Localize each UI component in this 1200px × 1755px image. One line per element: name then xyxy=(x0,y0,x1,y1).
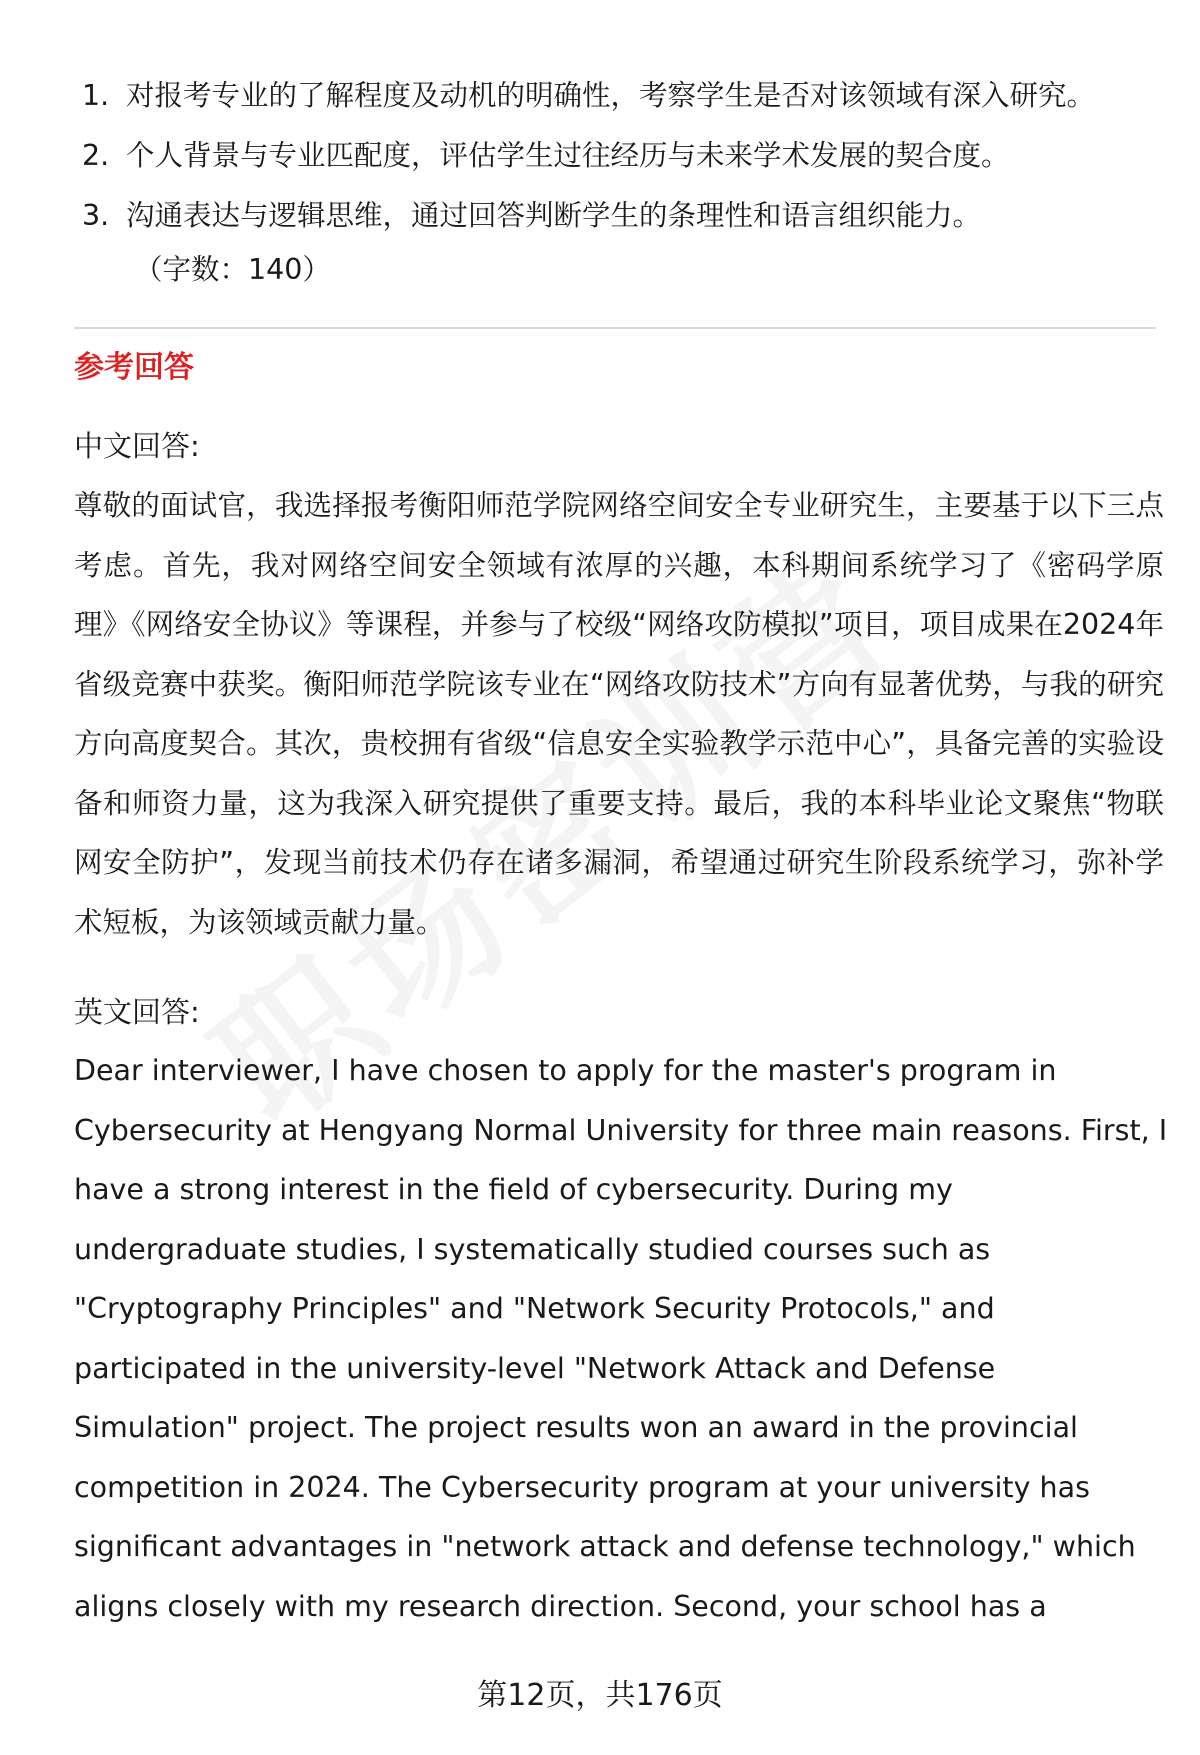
criteria-text: 个人背景与专业匹配度，评估学生过往经历与未来学术发展的契合度。 xyxy=(126,139,1010,172)
english-answer-line: "Cryptography Principles" and "Network Security Protocols," and xyxy=(74,1292,995,1325)
criteria-number: 1. xyxy=(82,79,110,112)
chinese-answer-body: 尊敬的面试官，我选择报考衡阳师范学院网络空间安全专业研究生，主要基于以下三点考虑。首先，我对网络空间安全领域有浓厚的兴趣，本科期间系统学习了《密码学原理》《网络安全协议》等课程，并参与了校级“网络攻防模拟”项目，项目成果在2024年省级竞赛中获奖。衡阳师范学院该专业在“网络攻防技术”方向有显著优势，与我的研究方向高度契合。其次，贵校拥有省级“信息安全实验教学示范中心”，具备完善的实验设备和师资力量，这为我深入研究提供了重要支持。最后，我的本科毕业论文聚焦“物联网安全防护”，发现当前技术仍存在诸多漏洞，希望通过研究生阶段系统学习，弥补学术短板，为该领域贡献力量。 xyxy=(74,489,1164,939)
english-answer-body xyxy=(74,1041,1168,1636)
criteria-text: 沟通表达与逻辑思维，通过回答判断学生的条理性和语言组织能力。 xyxy=(126,199,982,232)
reference-answer-heading: 参考回答 xyxy=(74,350,194,385)
english-answer-label: 英文回答: xyxy=(74,995,200,1029)
page-footer: 第12页，共176页 xyxy=(477,1678,723,1713)
section-divider xyxy=(74,327,1156,329)
criteria-item xyxy=(82,66,1162,126)
criteria-number: 3. xyxy=(82,199,110,232)
english-answer-line: undergraduate studies, I systematically studied courses such as xyxy=(74,1232,991,1266)
english-answer-line: competition in 2024. The Cybersecurity program at your university has xyxy=(74,1470,1090,1504)
english-answer-line: Simulation" project. The project results won an award in the provincial xyxy=(74,1411,1078,1444)
criteria-list xyxy=(82,66,1162,246)
criteria-item xyxy=(82,186,1162,246)
word-count: （字数：140） xyxy=(134,253,331,286)
criteria-number: 2. xyxy=(82,139,110,172)
english-answer-line: aligns closely with my research direction. Second, your school has a xyxy=(74,1589,1047,1623)
criteria-text: 对报考专业的了解程度及动机的明确性，考察学生是否对该领域有深入研究。 xyxy=(126,79,1096,112)
chinese-answer-label: 中文回答: xyxy=(74,429,200,463)
english-answer-line: Cybersecurity at Hengyang Normal University for three main reasons. First, I xyxy=(74,1113,1168,1147)
english-answer-line: significant advantages in "network attack and defense technology," which xyxy=(74,1530,1136,1563)
english-answer-line: participated in the university-level "Network Attack and Defense xyxy=(74,1351,996,1385)
english-answer-line: Dear interviewer, I have chosen to apply for the master's program in xyxy=(74,1054,1057,1087)
english-answer-line: have a strong interest in the field of cybersecurity. During my xyxy=(74,1173,953,1206)
criteria-item xyxy=(82,126,1162,186)
